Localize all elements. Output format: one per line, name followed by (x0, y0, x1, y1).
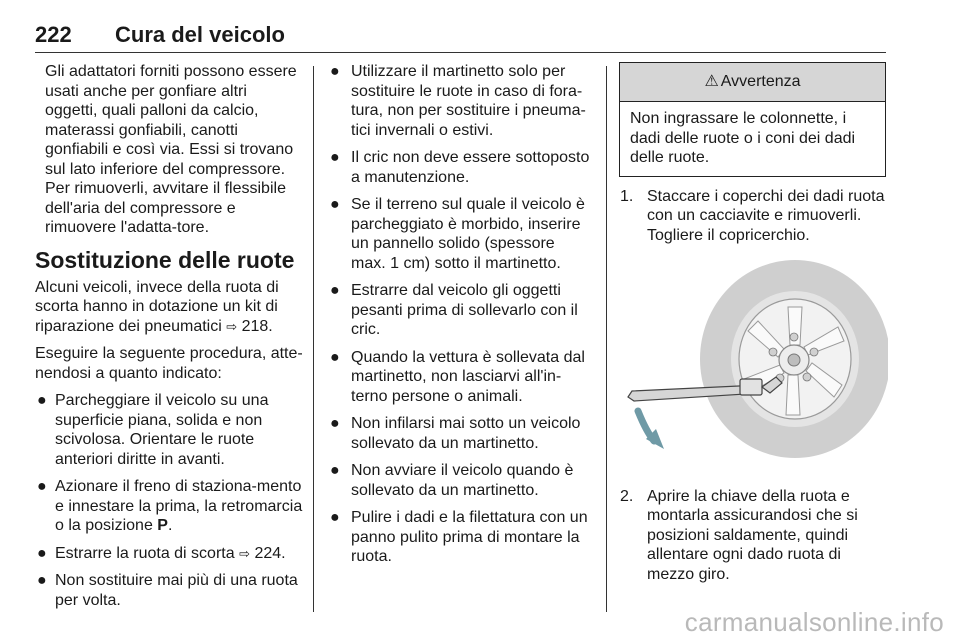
page-ref[interactable]: 224. (254, 544, 286, 562)
page-number: 222 (35, 22, 72, 47)
step-item: 1. Staccare i coperchi dei dadi ruota con un cacciavite e rimuoverli. Togliere il copricerchio. (620, 187, 885, 244)
header-rule (35, 52, 886, 53)
list-item: ● Non avviare il veicolo quando è sollevato da un martinetto. (330, 462, 574, 499)
column-divider (606, 66, 607, 612)
list-item: ● Non sostituire mai più di una ruota per volta. (37, 572, 298, 609)
warning-title: Avvertenza (720, 73, 801, 91)
list-item: ● Estrarre la ruota di scorta ⇨ 224. (37, 544, 286, 562)
section-heading: Sostituzione delle ruote (35, 246, 295, 273)
column-2 (328, 62, 593, 575)
list-item: ● Se il terreno sul quale il veicolo è parcheggiato è morbido, inserire un pannello solido (spessore max. 1 cm) sotto il martinetto. (330, 196, 585, 272)
bullet-icon: ● (330, 149, 340, 166)
column-3 (620, 62, 888, 592)
bullet-icon: ● (330, 63, 340, 80)
warning-header (620, 63, 885, 102)
step-item: 2. Aprire la chiave della ruota e montarla assicurandosi che si posizioni saldamente, quindi allentare ogni dado ruota di mezzo giro. (620, 487, 858, 583)
column-divider (313, 66, 314, 612)
bullet-icon: ● (37, 478, 47, 495)
wheel-figure (620, 259, 888, 469)
list-item: ● Il cric non deve essere sottoposto a manutenzione. (330, 149, 590, 186)
steps-list (620, 487, 888, 585)
page-header (35, 22, 885, 52)
page-ref-icon: ⇨ (239, 545, 250, 561)
bullet-icon: ● (330, 348, 340, 366)
list-item: ● Estrarre dal veicolo gli oggetti pesanti prima di sollevarlo con il cric. (330, 282, 578, 338)
page-ref[interactable]: 218. (241, 317, 273, 335)
list-item: ● Parcheggiare il veicolo su una superficie piana, solida e non scivolosa. Orientare le ruote anteriori diritte in avanti. (37, 392, 269, 468)
paragraph: Alcuni veicoli, invece della ruota di scorta hanno in dotazione un kit di riparazione dei pneumatici ⇨ 218. (35, 278, 279, 335)
bullet-icon: ● (37, 544, 47, 562)
list-item: ● Utilizzare il martinetto solo per sostituire le ruote in caso di fora-tura, non per sostituire i pneuma-tici invernali o estivi. (330, 63, 586, 139)
warning-icon: ⚠ (704, 73, 719, 91)
page-ref-icon: ⇨ (226, 318, 238, 334)
list-item: ● Quando la vettura è sollevata dal martinetto, non lasciarvi all'in-terno persone o animali. (330, 348, 585, 405)
bullet-list (35, 391, 303, 610)
bullet-icon: ● (330, 462, 340, 479)
bullet-list (328, 62, 593, 567)
bullet-icon: ● (330, 282, 340, 299)
column-1 (35, 62, 303, 618)
warning-box (619, 62, 886, 177)
list-item: ● Pulire i dadi e la filettatura con un panno pulito prima di montare la ruota. (330, 509, 588, 565)
bullet-icon: ● (37, 572, 47, 589)
bullet-icon: ● (330, 415, 340, 432)
intro-paragraph: Gli adattatori forniti possono essere usati anche per gonfiare altri oggetti, quali palloni da calcio, materassi gonfiabili, canotti gonfiabili e così via. Essi si trovano sul lato inferiore del compressore. Per rimuoverli, avvitare il flessibile dell'aria del compressore e rimuovere l'adatta-tore. (45, 63, 297, 236)
list-item: ● Azionare il freno di staziona-mento e innestare la prima, la retromarcia o la posizione P. (37, 478, 303, 534)
bullet-icon: ● (330, 196, 340, 213)
section-title: Cura del veicolo (115, 22, 285, 47)
paragraph: Eseguire la seguente procedura, atte-nendosi a quanto indicato: (35, 345, 303, 382)
steps-list (620, 187, 888, 246)
list-item: ● Non infilarsi mai sotto un veicolo sollevato da un martinetto. (330, 415, 581, 452)
watermark: carmanualsonline.info (684, 607, 944, 637)
warning-text: Non ingrassare le colonnette, i dadi delle ruote o i coni dei dadi delle ruote. (630, 110, 856, 166)
bullet-icon: ● (330, 509, 340, 526)
bullet-icon: ● (37, 392, 47, 409)
